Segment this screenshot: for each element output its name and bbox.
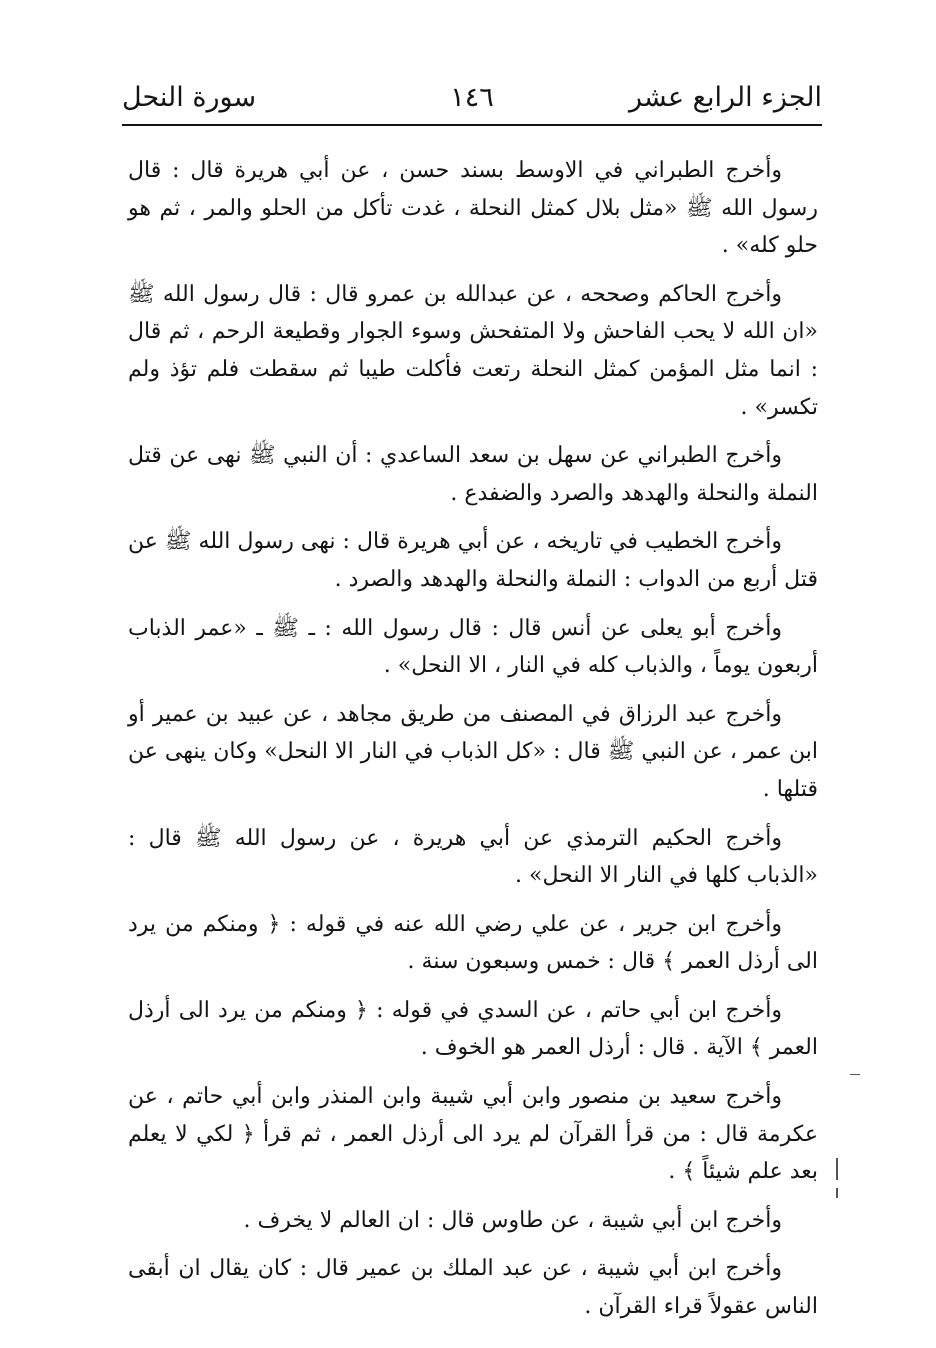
paragraph: وأخرج الحاكم وصححه ، عن عبدالله بن عمرو قال : قال رسول الله ﷺ «ان الله لا يحب الفاحش ولا المتفحش وسوء الجوار وقطيعة الرحم ، ثم قال : انما مثل المؤمن كمثل النحلة رتعت فأكلت طيبا ثم سقطت فلم تؤذ ولم تكسر» . (128, 281, 818, 420)
page-number: ١٤٦ (450, 82, 494, 113)
paragraph: وأخرج أبو يعلى عن أنس قال : قال رسول الله : ـ ﷺ ـ «عمر الذباب أربعون يوماً ، والذباب كله في النار ، الا النحل» . (128, 615, 818, 679)
paragraph: وأخرج ابن أبي شيبة ، عن طاوس قال : ان العالم لا يخرف . (243, 1207, 782, 1233)
surah-title: سورة النحل (122, 82, 257, 113)
page-header (122, 74, 822, 124)
header-rule (122, 124, 822, 126)
paragraph: وأخرج عبد الرزاق في المصنف من طريق مجاهد ، عن عبيد بن عمير أو ابن عمر ، عن النبي ﷺ قال : «كل الذباب في النار الا النحل» وكان ينهى عن قتلها . (128, 701, 818, 802)
scan-mark (836, 1158, 838, 1180)
paragraph: وأخرج سعيد بن منصور وابن أبي شيبة وابن المنذر وابن أبي حاتم ، عن عكرمة قال : من قرأ القرآن لم يرد الى أرذل العمر ، ثم قرأ ﴿ لكي لا يعلم بعد علم شيئاً ﴾ . (128, 1084, 818, 1185)
paragraph: وأخرج الحكيم الترمذي عن أبي هريرة ، عن رسول الله ﷺ قال : «الذباب كلها في النار الا النحل» . (128, 825, 818, 889)
scan-mark (836, 1188, 838, 1198)
paragraph: وأخرج ابن أبي شيبة ، عن عبد الملك بن عمير قال : كان يقال ان أبقى الناس عقولاً قراء القرآن . (128, 1256, 818, 1320)
paragraph: وأخرج الطبراني في الاوسط بسند حسن ، عن أبي هريرة قال : قال رسول الله ﷺ «مثل بلال كمثل النحلة ، غدت تأكل من الحلو والمر ، ثم هو حلو كله» . (128, 158, 818, 259)
paragraph: وأخرج ابن جرير ، عن علي رضي الله عنه في قوله : ﴿ ومنكم من يرد الى أرذل العمر ﴾ قال : خمس وسبعون سنة . (128, 911, 818, 975)
paragraph: وأخرج ابن أبي حاتم ، عن السدي في قوله : ﴿ ومنكم من يرد الى أرذل العمر ﴾ الآية . قال : أرذل العمر هو الخوف . (128, 997, 818, 1061)
juz-title: الجزء الرابع عشر (628, 82, 822, 113)
paragraph: وأخرج الطبراني عن سهل بن سعد الساعدي : أن النبي ﷺ نهى عن قتل النملة والنحلة والهدهد والصرد والضفدع . (128, 443, 818, 506)
scan-mark (850, 1074, 860, 1075)
page-body (128, 152, 818, 1337)
paragraph: وأخرج الخطيب في تاريخه ، عن أبي هريرة قال : نهى رسول الله ﷺ عن قتل أربع من الدواب : النملة والنحلة والهدهد والصرد . (128, 529, 818, 592)
